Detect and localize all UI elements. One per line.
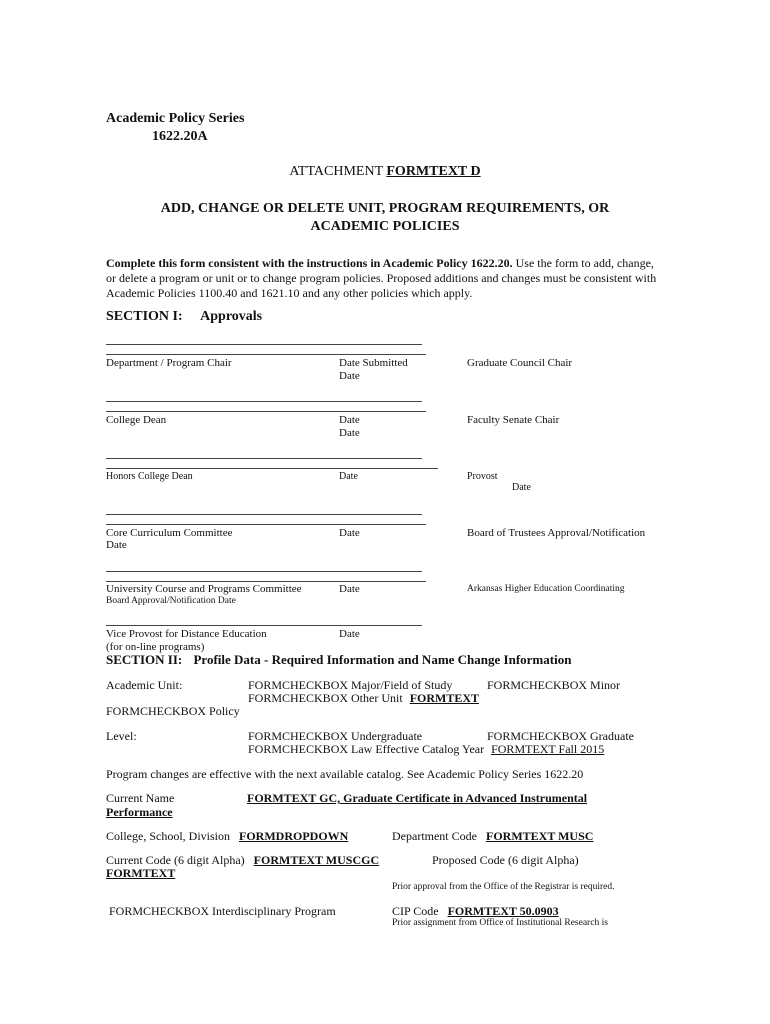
approval-label: Vice Provost for Distance Education (106, 628, 267, 640)
college-label: College, School, Division (106, 829, 230, 843)
signature-line[interactable] (106, 581, 426, 582)
approval-date-label: Date (339, 628, 360, 640)
catalog-year-field[interactable]: FORMTEXT Fall 2015 (491, 742, 605, 756)
policy-checkbox[interactable]: FORMCHECKBOX Policy (106, 704, 240, 718)
minor-checkbox[interactable]: FORMCHECKBOX Minor (487, 678, 621, 692)
signature-line[interactable] (106, 354, 426, 355)
approval-date-label: Date (106, 539, 127, 551)
current-name-field[interactable]: FORMTEXT GC, Graduate Certificate in Advanced Instrumental (247, 791, 588, 805)
form-title-line-2: ACADEMIC POLICIES (310, 219, 460, 234)
law-checkbox[interactable]: FORMCHECKBOX Law Effective Catalog Year (248, 742, 485, 756)
approval-label: Honors College Dean (106, 471, 193, 482)
signature-line[interactable] (106, 468, 438, 469)
approval-note: (for on-line programs) (106, 641, 205, 653)
approval-label: Core Curriculum Committee (106, 527, 233, 539)
approval-date-label: Date (339, 527, 360, 539)
college-row (106, 829, 348, 844)
signature-line[interactable] (106, 344, 422, 345)
signature-line[interactable] (106, 411, 426, 412)
department-code-label: Department Code (392, 829, 477, 843)
other-unit-row (248, 691, 479, 706)
department-code-row (392, 829, 593, 844)
undergraduate-checkbox[interactable]: FORMCHECKBOX Undergraduate (248, 729, 423, 743)
program-changes-note: Program changes are effective with the next available catalog. See Academic Policy Series 1622.20 (106, 767, 584, 781)
form-title-line-1: ADD, CHANGE OR DELETE UNIT, PROGRAM REQUIREMENTS, OR (160, 201, 610, 216)
attachment-field[interactable]: FORMTEXT D (386, 164, 481, 179)
college-dropdown[interactable]: FORMDROPDOWN (239, 829, 349, 843)
approval-date-label: Date (339, 414, 360, 426)
signature-line[interactable] (106, 524, 426, 525)
department-code-field[interactable]: FORMTEXT MUSC (485, 829, 594, 843)
approval-date-label: Date (339, 370, 360, 382)
current-name-field-continued[interactable]: Performance (106, 805, 173, 819)
cip-code-field[interactable]: FORMTEXT 50.0903 (447, 904, 559, 918)
signature-line[interactable] (106, 401, 422, 402)
approval-date-label: Date (339, 427, 360, 439)
approval-label: College Dean (106, 414, 167, 426)
section-2-subtitle: Profile Data - Required Information and Name Change Information (193, 652, 572, 667)
current-name-label: Current Name (106, 791, 175, 805)
other-unit-checkbox[interactable]: FORMCHECKBOX Other Unit (248, 691, 403, 705)
law-row (248, 742, 604, 757)
signature-line[interactable] (106, 458, 422, 459)
instructions-text: Use the form to add, change, or delete a program or unit or to change program policies. Proposed additions and changes must be consistent with Academic Policies 1100.40 and 1621.10 and any other policies which apply. (106, 256, 657, 300)
attachment-prefix: ATTACHMENT (289, 164, 383, 179)
interdisciplinary-checkbox[interactable]: FORMCHECKBOX Interdisciplinary Program (109, 904, 336, 918)
section-1-label: SECTION I: (106, 309, 183, 324)
institutional-research-note: Prior assignment from Office of Institutional Research is (392, 918, 608, 928)
graduate-checkbox[interactable]: FORMCHECKBOX Graduate (487, 729, 634, 743)
section-1-title (106, 309, 262, 325)
approval-date-label: Date (339, 583, 360, 595)
current-code-field[interactable]: FORMTEXT MUSCGC (253, 853, 380, 867)
instructions-bold: Complete this form consistent with the instructions in Academic Policy 1622.20. (106, 256, 513, 270)
approval-label: Department / Program Chair (106, 357, 232, 369)
approval-label: Provost (467, 471, 498, 482)
approval-date-label: Date Submitted (339, 357, 408, 369)
academic-unit-label: Academic Unit: (106, 678, 183, 692)
approval-label: University Course and Programs Committee (106, 583, 302, 595)
section-1-subtitle: Approvals (200, 309, 263, 324)
approval-label: Graduate Council Chair (467, 357, 573, 369)
section-2-label: SECTION II: (106, 652, 183, 667)
approval-date-label: Board Approval/Notification Date (106, 596, 236, 606)
current-code-label: Current Code (6 digit Alpha) (106, 853, 245, 867)
level-label: Level: (106, 729, 137, 743)
approval-date-label: Date (339, 471, 358, 482)
policy-series-label: Academic Policy Series (106, 111, 245, 126)
signature-line[interactable] (106, 514, 422, 515)
attachment-heading (0, 164, 770, 180)
policy-number: 1622.20A (152, 129, 208, 144)
approval-label: Board of Trustees Approval/Notification (467, 527, 646, 539)
approval-label: Faculty Senate Chair (467, 414, 560, 426)
signature-line[interactable] (106, 571, 422, 572)
signature-line[interactable] (106, 625, 422, 626)
proposed-code-field[interactable]: FORMTEXT (106, 866, 176, 880)
approval-date-label: Date (512, 482, 531, 493)
section-2-title (106, 652, 571, 668)
approval-label: Arkansas Higher Education Coordinating (467, 584, 625, 594)
other-unit-field[interactable]: FORMTEXT (409, 691, 480, 705)
registrar-note: Prior approval from the Office of the Registrar is required. (392, 882, 615, 892)
cip-code-row (392, 904, 559, 919)
proposed-code-label: Proposed Code (6 digit Alpha) (432, 853, 579, 867)
instructions-paragraph (106, 256, 666, 301)
cip-code-label: CIP Code (392, 904, 439, 918)
major-checkbox[interactable]: FORMCHECKBOX Major/Field of Study (248, 678, 453, 692)
